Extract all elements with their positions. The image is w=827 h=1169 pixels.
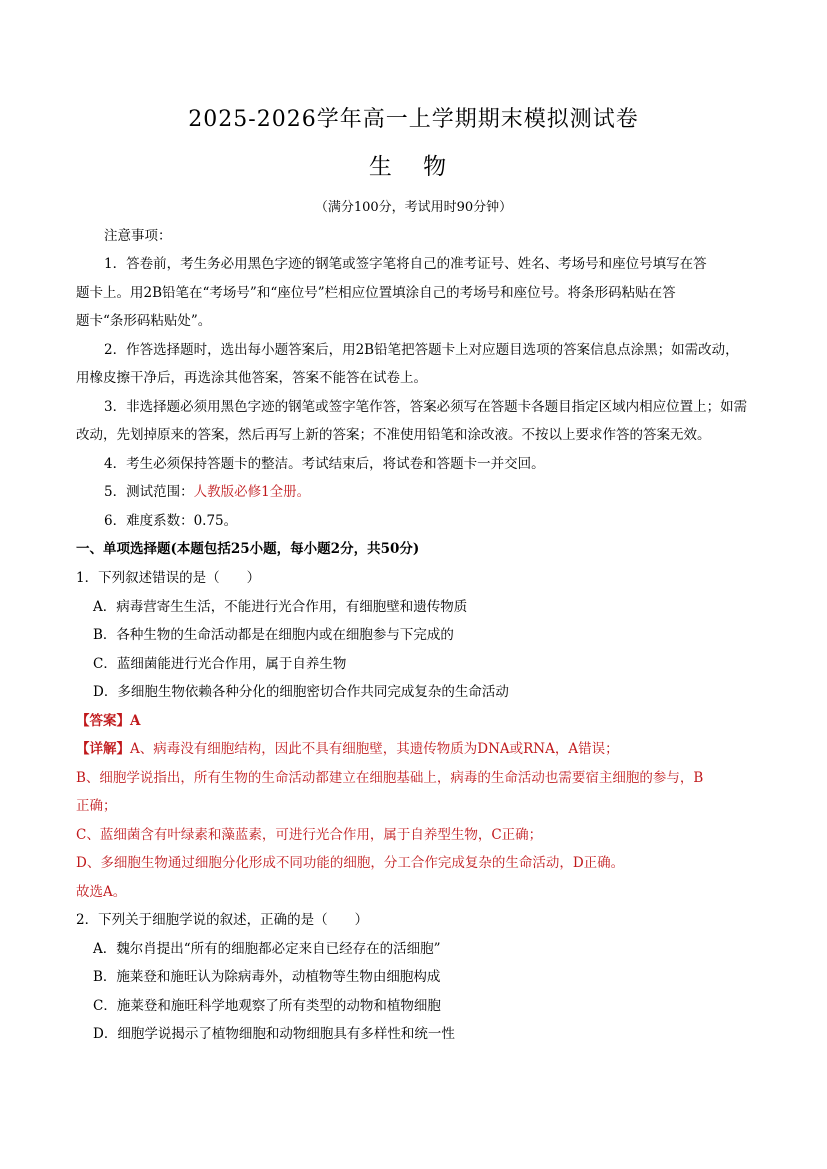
q1-option-b: B．各种生物的生命活动都是在细胞内或在细胞参与下完成的 <box>93 627 454 643</box>
notice-item-3-line-2: 改动，先划掉原来的答案，然后再写上新的答案；不准使用铅笔和涂改液。不按以上要求作答的答案无效。 <box>76 427 711 443</box>
q1-stem: 1．下列叙述错误的是（ ） <box>76 570 261 586</box>
notice-item-6: 6．难度系数：0.75。 <box>104 513 238 529</box>
q2-option-c: C．施莱登和施旺科学地观察了所有类型的动物和植物细胞 <box>93 998 441 1014</box>
q2-option-d: D．细胞学说揭示了植物细胞和动物细胞具有多样性和统一性 <box>93 1026 455 1042</box>
notice-item-4: 4．考生必须保持答题卡的整洁。考试结束后，将试卷和答题卡一并交回。 <box>104 456 545 472</box>
q1-detail-a-text: A、病毒没有细胞结构，因此不具有细胞壁，其遗传物质为DNA或RNA，A错误； <box>130 741 619 757</box>
q1-option-a: A．病毒营寄生生活，不能进行光合作用，有细胞壁和遗传物质 <box>93 599 468 615</box>
notice-item-2-line-1: 2．作答选择题时，选出每小题答案后，用2B铅笔把答题卡上对应题目选项的答案信息点涂黑；如需改动， <box>104 342 739 358</box>
q2-stem: 2．下列关于细胞学说的叙述，正确的是（ ） <box>76 912 369 928</box>
q1-detail-label: 【详解】 <box>76 741 130 757</box>
notice-item-3-line-1: 3．非选择题必须用黑色字迹的钢笔或签字笔作答，答案必须写在答题卡各题目指定区域内相应位置上；如需 <box>104 399 748 415</box>
q1-answer: 【答案】A <box>76 713 141 729</box>
notice-item-2-line-2: 用橡皮擦干净后，再选涂其他答案，答案不能答在试卷上。 <box>76 370 427 386</box>
notice-item-1-line-3: 题卡“条形码粘贴处”。 <box>76 313 212 329</box>
notice-item-5-prefix: 5．测试范围： <box>104 484 194 500</box>
q2-option-a: A．魏尔肖提出“所有的细胞都必定来自已经存在的活细胞” <box>93 941 441 957</box>
subject-title: 生 物 <box>368 154 459 180</box>
test-scope: 人教版必修1全册。 <box>193 484 311 500</box>
q1-option-d: D．多细胞生物依赖各种分化的细胞密切合作共同完成复杂的生命活动 <box>93 684 509 700</box>
q1-detail-b-line-1: B、细胞学说指出，所有生物的生命活动都建立在细胞基础上，病毒的生命活动也需要宿主细胞的参与，B <box>76 770 704 786</box>
q2-option-b: B．施莱登和施旺认为除病毒外，动植物等生物由细胞构成 <box>93 969 441 985</box>
q1-conclusion: 故选A。 <box>76 884 127 900</box>
q1-detail-a <box>76 739 619 759</box>
exam-info: （满分100分，考试用时90分钟） <box>314 200 513 215</box>
notice-item-5 <box>104 482 310 502</box>
q1-detail-d: D、多细胞生物通过细胞分化形成不同功能的细胞，分工合作完成复杂的生命活动，D正确。 <box>76 855 625 871</box>
exam-title: 2025-2026学年高一上学期期末模拟测试卷 <box>188 107 639 132</box>
notice-heading: 注意事项： <box>104 228 172 244</box>
q1-detail-c: C、蓝细菌含有叶绿素和藻蓝素，可进行光合作用，属于自养型生物，C正确； <box>76 827 543 843</box>
notice-item-1-line-2: 题卡上。用2B铅笔在“考场号”和“座位号”栏相应位置填涂自己的考场号和座位号。将条形码粘贴在答 <box>76 285 676 301</box>
q1-detail-b-line-2: 正确； <box>76 798 117 814</box>
q1-option-c: C．蓝细菌能进行光合作用，属于自养生物 <box>93 656 347 672</box>
notice-item-1-line-1: 1．答卷前，考生务必用黑色字迹的钢笔或签字笔将自己的准考证号、姓名、考场号和座位号填写在答 <box>104 256 707 272</box>
section-heading: 一、单项选择题(本题包括25小题，每小题2分，共50分) <box>76 541 420 557</box>
